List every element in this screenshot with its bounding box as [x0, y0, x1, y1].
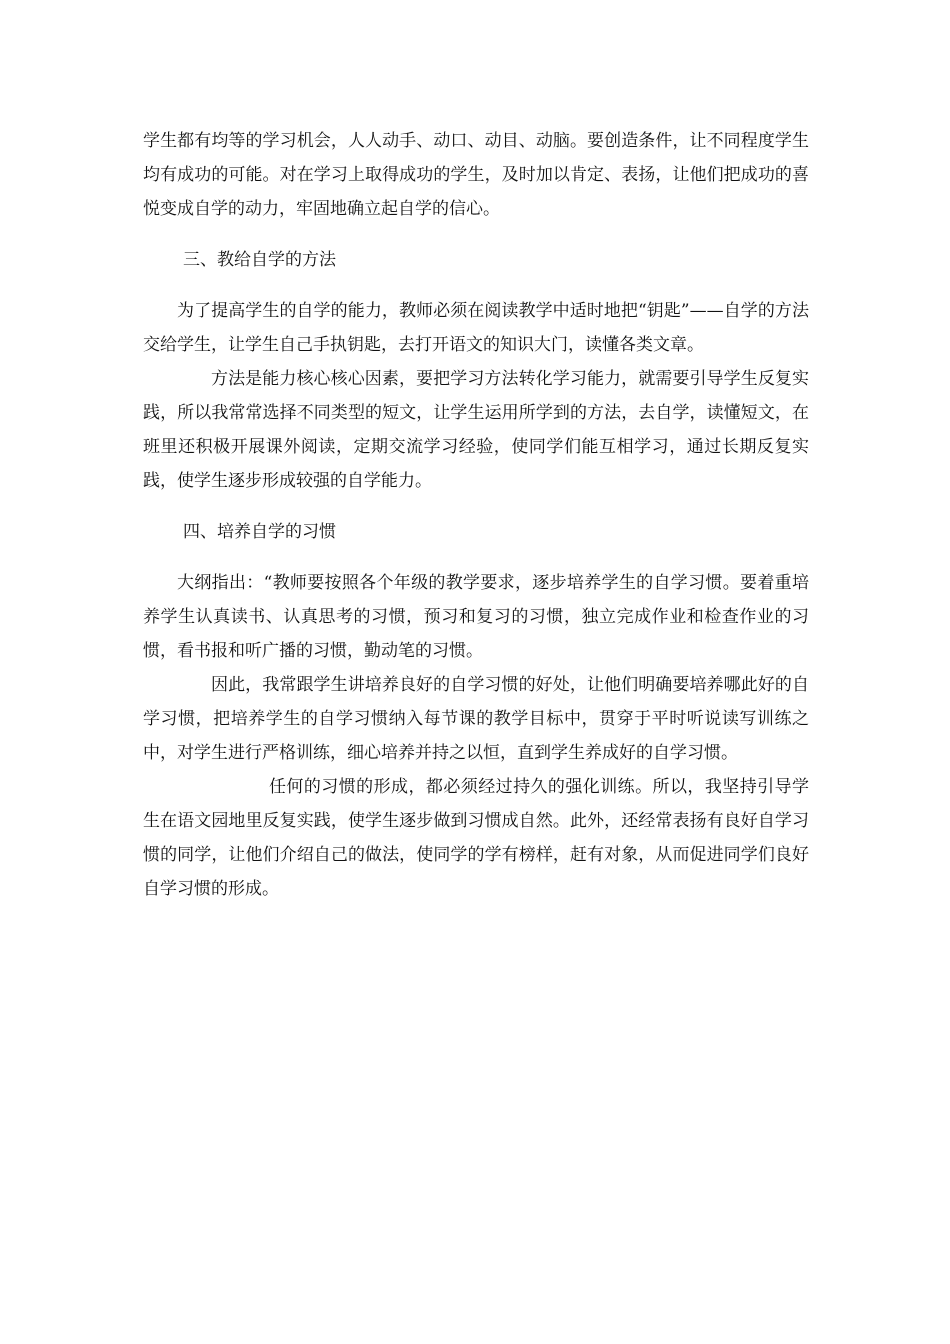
heading-cultivate-habits: 四、培养自学的习惯 — [183, 522, 336, 542]
paragraph-habit-formation: 任何的习惯的形成，都必须经过持久的强化训练。所以，我坚持引导学生在语文园地里反复实践，使学生逐步做到习惯成自然。此外，还经常表扬有良好自学习惯的同学，让他们介绍自己的做法，使同学的学有榜样，赶有对象，从而促进同学们良好自学习惯的形成。 — [143, 777, 809, 899]
heading-teach-methods: 三、教给自学的方法 — [183, 250, 336, 270]
document-body — [143, 124, 809, 906]
paragraph-therefore: 因此，我常跟学生讲培养良好的自学习惯的好处，让他们明确要培养哪此好的自学习惯，把培养学生的自学习惯纳入每节课的教学目标中，贯穿于平时听说读写训练之中，对学生进行严格训练，细心培养并持之以恒，直到学生养成好的自学习惯。 — [143, 675, 809, 763]
paragraph-syllabus: 大纲指出：“教师要按照各个年级的教学要求，逐步培养学生的自学习惯。要着重培养学生认真读书、认真思考的习惯，预习和复习的习惯，独立完成作业和检查作业的习惯，看书报和听广播的习惯，勤动笔的习惯。 — [143, 573, 809, 661]
paragraph-practice: 方法是能力核心核心因素，要把学习方法转化学习能力，就需要引导学生反复实践，所以我常常选择不同类型的短文，让学生运用所学到的方法，去自学，读懂短文，在班里还积极开展课外阅读，定期交流学习经验，使同学们能互相学习，通过长期反复实践，使学生逐步形成较强的自学能力。 — [143, 369, 809, 491]
paragraph-key-method: 为了提高学生的自学的能力，教师必须在阅读教学中适时地把“钥匙”——自学的方法交给学生，让学生自己手执钥匙，去打开语文的知识大门，读懂各类文章。 — [143, 301, 809, 355]
paragraph-opportunity: 学生都有均等的学习机会，人人动手、动口、动目、动脑。要创造条件，让不同程度学生均有成功的可能。对在学习上取得成功的学生，及时加以肯定、表扬，让他们把成功的喜悦变成自学的动力，牢固地确立起自学的信心。 — [143, 131, 809, 219]
